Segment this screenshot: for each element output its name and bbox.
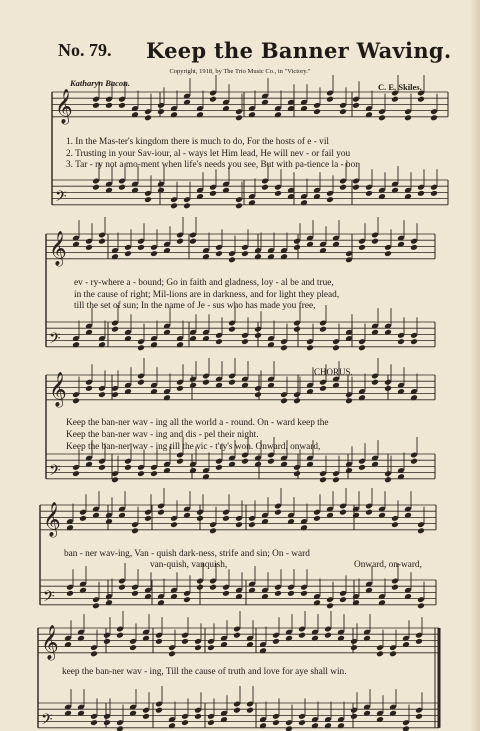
note-head — [430, 190, 438, 197]
note-head — [137, 470, 145, 477]
note-head — [235, 114, 243, 121]
bass-clef-icon: 𝄢 — [43, 587, 55, 609]
note-head — [235, 521, 243, 528]
note-head — [319, 385, 327, 392]
note-head — [358, 464, 366, 471]
note-head — [324, 632, 332, 639]
note-head — [215, 464, 223, 471]
note-head — [66, 590, 74, 597]
note-head — [196, 584, 204, 591]
note-head — [248, 521, 256, 528]
note-head — [215, 338, 223, 345]
note-head — [293, 326, 301, 333]
note-head — [209, 190, 217, 197]
note-head — [85, 385, 93, 392]
note-head — [142, 713, 150, 720]
note-head — [339, 596, 347, 603]
lyric-line: till the set of sun; In the name of Je - sus who has made you free, — [74, 301, 316, 311]
lyric-line: keep the ban-ner wav - ing, Till the cause of truth and love for aye shall win. — [62, 667, 347, 677]
note-head — [116, 725, 124, 731]
note-head — [222, 515, 230, 522]
note-head — [384, 250, 392, 257]
author-name: Katharyn Bacon. — [70, 78, 130, 88]
treble-clef-icon: 𝄞 — [41, 624, 59, 660]
lyric-line: in the cause of right; Mil-lions are in darkness, and for light they plead, — [74, 290, 340, 300]
note-head — [72, 470, 80, 477]
note-head — [339, 184, 347, 191]
note-head — [85, 244, 93, 251]
lyric-line: ban - ner wav-ing, Van - quish dark-ness, strife and sin; On - ward — [64, 549, 310, 559]
note-head — [124, 250, 132, 257]
note-head — [261, 184, 269, 191]
note-head — [241, 250, 249, 257]
note-head — [365, 190, 373, 197]
lyric-line: ev - ry-where a - bound; Go in faith and gladness, loy - al be and true, — [74, 278, 334, 288]
note-head — [417, 190, 425, 197]
note-head — [287, 590, 295, 597]
note-head — [194, 713, 202, 720]
note-head — [155, 707, 163, 714]
note-head — [415, 638, 423, 645]
note-head — [415, 713, 423, 720]
note-head — [384, 385, 392, 392]
note-head — [235, 202, 243, 209]
note-head — [215, 250, 223, 257]
note-head — [326, 196, 334, 203]
note-head — [209, 96, 217, 103]
note-head — [194, 644, 202, 651]
note-head — [326, 96, 334, 103]
note-head — [246, 707, 254, 714]
note-head — [131, 527, 139, 534]
treble-clef-icon: 𝄞 — [55, 88, 73, 124]
note-head — [207, 644, 215, 651]
note-head — [103, 638, 111, 645]
note-head — [144, 515, 152, 522]
note-head — [72, 397, 80, 404]
note-head — [410, 338, 418, 345]
note-head — [358, 344, 366, 351]
hymn-number: No. 79. — [58, 40, 112, 60]
note-head — [319, 326, 327, 333]
note-head — [183, 202, 191, 209]
note-head — [90, 650, 98, 657]
note-head — [397, 338, 405, 345]
note-head — [417, 527, 425, 534]
note-head — [228, 256, 236, 263]
note-head — [350, 713, 358, 720]
note-head — [326, 602, 334, 609]
note-head — [345, 397, 353, 404]
note-head — [118, 584, 126, 591]
note-head — [272, 638, 280, 645]
note-head — [168, 650, 176, 657]
note-head — [157, 509, 165, 516]
note-head — [280, 397, 288, 404]
note-head — [150, 470, 158, 477]
note-head — [144, 114, 152, 121]
note-head — [430, 114, 438, 121]
note-head — [274, 509, 282, 516]
note-head — [306, 344, 314, 351]
note-head — [207, 719, 215, 726]
lyric-line: Keep the ban-ner wav - ing and dis - pel their night. — [66, 430, 259, 440]
chorus-label: CHORUS. — [314, 367, 353, 377]
note-head — [233, 632, 241, 639]
treble-clef-icon: 𝄞 — [49, 230, 67, 266]
note-head — [129, 644, 137, 651]
note-head — [209, 584, 217, 591]
note-head — [144, 196, 152, 203]
note-head — [404, 114, 412, 121]
note-head — [339, 509, 347, 516]
note-head — [365, 509, 373, 516]
note-head — [319, 476, 327, 483]
note-head — [272, 719, 280, 726]
lyric-line: van-quish, vanquish, — [150, 560, 228, 570]
note-head — [196, 515, 204, 522]
note-head — [254, 391, 262, 398]
note-head — [285, 725, 293, 731]
lyric-line: Keep the ban-ner wav - ing all the world a - round. On - ward keep the — [66, 418, 329, 428]
note-head — [293, 470, 301, 477]
bass-clef-icon: 𝄢 — [49, 329, 61, 351]
note-head — [293, 244, 301, 251]
note-head — [332, 344, 340, 351]
note-head — [90, 719, 98, 726]
note-head — [181, 638, 189, 645]
note-head — [274, 190, 282, 197]
note-head — [176, 458, 184, 465]
note-head — [170, 521, 178, 528]
note-head — [137, 379, 145, 386]
note-head — [157, 108, 165, 115]
lyric-line: Keep the ban-ner wav - ing till the vic - t'ry's won. Onward, onward, — [66, 442, 321, 452]
note-head — [228, 326, 236, 333]
note-head — [391, 521, 399, 528]
hymn-title: Keep the Banner Waving. — [146, 38, 452, 63]
note-head — [267, 458, 275, 465]
lyric-line: Onward, on-ward, — [354, 560, 422, 570]
note-head — [371, 238, 379, 245]
note-head — [378, 114, 386, 121]
note-head — [352, 184, 360, 191]
note-head — [118, 102, 126, 109]
note-head — [92, 602, 100, 609]
lyric-line: 1. In the Mas-ter's kingdom there is much to do, For the hosts of e - vil — [66, 137, 329, 147]
note-head — [98, 238, 106, 245]
note-head — [183, 596, 191, 603]
note-head — [118, 184, 126, 191]
note-head — [358, 244, 366, 251]
bass-clef-icon: 𝄢 — [49, 461, 61, 483]
note-head — [131, 590, 139, 597]
bass-clef-icon: 𝄢 — [41, 710, 53, 731]
note-head — [98, 391, 106, 398]
note-head — [228, 379, 236, 386]
note-head — [391, 96, 399, 103]
note-head — [137, 344, 145, 351]
note-head — [293, 397, 301, 404]
note-head — [384, 476, 392, 483]
note-head — [176, 385, 184, 392]
note-head — [233, 707, 241, 714]
note-head — [170, 202, 178, 209]
note-head — [209, 527, 217, 534]
note-head — [298, 632, 306, 639]
note-head — [202, 379, 210, 386]
note-head — [332, 476, 340, 483]
note-head — [410, 244, 418, 251]
copyright-line: Copyright, 1918, by The Trio Music Co., in "Victory." — [169, 68, 311, 75]
note-head — [124, 464, 132, 471]
treble-clef-icon: 𝄞 — [43, 501, 61, 537]
note-head — [241, 338, 249, 345]
note-head — [92, 102, 100, 109]
note-head — [371, 379, 379, 386]
note-head — [410, 458, 418, 465]
note-head — [389, 650, 397, 657]
note-head — [150, 250, 158, 257]
bass-clef-icon: 𝄢 — [55, 187, 67, 209]
note-head — [189, 238, 197, 245]
note-head — [176, 238, 184, 245]
note-head — [116, 632, 124, 639]
note-head — [300, 590, 308, 597]
note-head — [391, 584, 399, 591]
note-head — [103, 719, 111, 726]
composer-name: C. E. Skiles. — [378, 82, 422, 92]
treble-clef-icon: 𝄞 — [49, 371, 67, 407]
note-head — [417, 602, 425, 609]
note-head — [111, 326, 119, 333]
note-head — [313, 108, 321, 115]
note-head — [339, 108, 347, 115]
note-head — [402, 725, 410, 731]
note-head — [350, 644, 358, 651]
note-head — [313, 515, 321, 522]
lyric-line: 2. Trusting in your Sav-iour, al - ways let Him lead, He will nev - or fail you — [66, 149, 351, 159]
note-head — [137, 244, 145, 251]
note-head — [352, 102, 360, 109]
note-head — [254, 332, 262, 339]
note-head — [241, 458, 249, 465]
note-head — [92, 184, 100, 191]
note-head — [79, 515, 87, 522]
lyric-line: 3. Tar - ry not a mo-ment when life's needs you see, But with pa-tience la - bor — [66, 160, 359, 170]
note-head — [280, 344, 288, 351]
note-head — [274, 590, 282, 597]
note-head — [417, 96, 425, 103]
note-head — [298, 719, 306, 726]
note-head — [105, 102, 113, 109]
note-head — [222, 590, 230, 597]
note-head — [376, 650, 384, 657]
note-head — [98, 464, 106, 471]
note-head — [155, 638, 163, 645]
note-head — [181, 719, 189, 726]
